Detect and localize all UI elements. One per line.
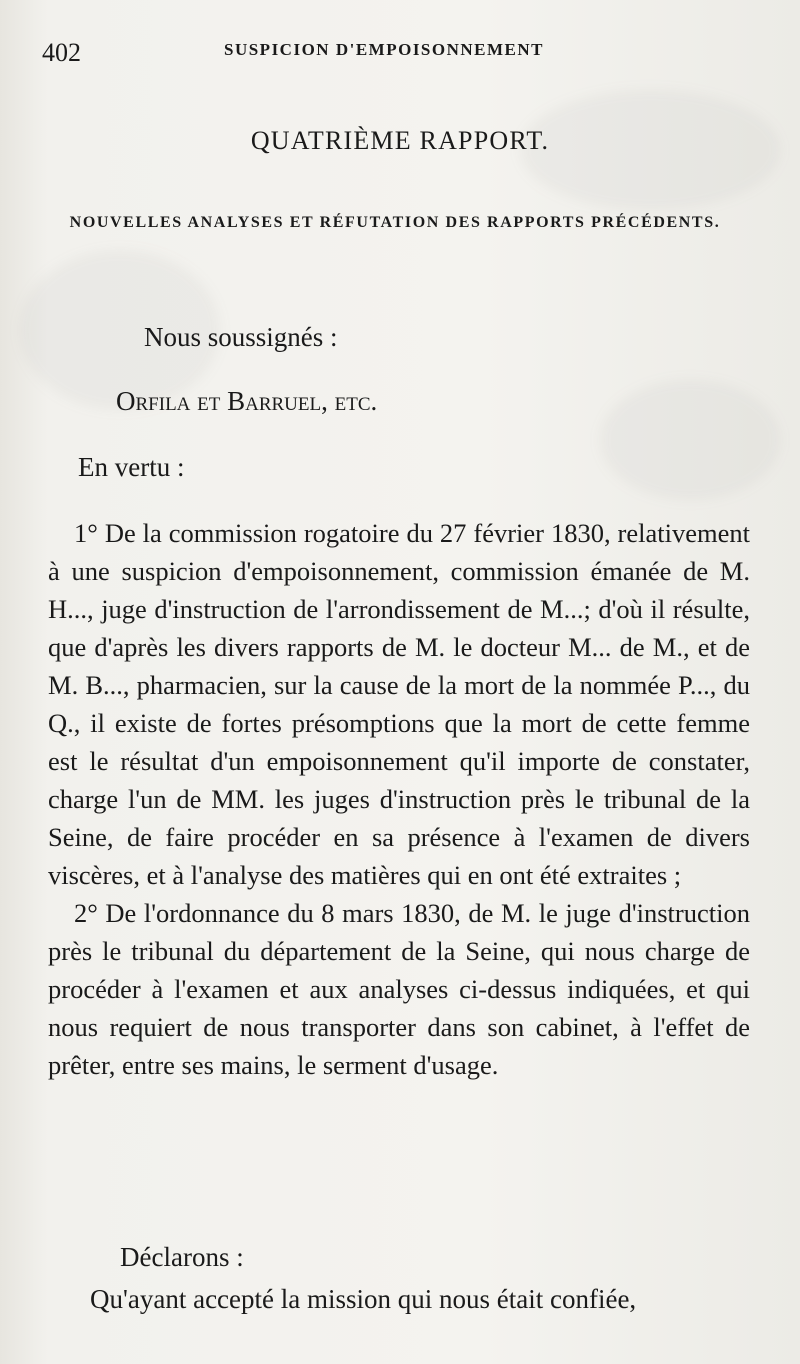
closing-line: Qu'ayant accepté la mission qui nous était confiée, [90, 1284, 637, 1314]
declarons-heading: Déclarons : [120, 1242, 244, 1272]
signatory-names: Orfila et Barruel, etc. [116, 386, 378, 416]
paragraph-ordonnance: 2° De l'ordonnance du 8 mars 1830, de M. le juge d'instruction près le tribunal du département de la Seine, qui nous charge de procéder à l'examen et aux analyses ci-dessus indiquées, et qui nous requiert de nous transporter dans son cabinet, à l'effet de prêter, entre ses mains, le serment d'usage. [48, 898, 750, 1080]
paragraph-commission: 1° De la commission rogatoire du 27 février 1830, relativement à une suspicion d'empoisonnement, commission émanée de M. H..., juge d'instruction de l'arrondissement de M...; d'où il résulte, que d'après les divers rapports de M. le docteur M... de M., et de M. B..., pharmacien, sur la cause de la mort de la nommée P..., du Q., il existe de fortes présomptions que la mort de cette femme est le résultat d'un empoisonnement qu'il importe de constater, charge l'un de MM. les juges d'instruction près le tribunal de la Seine, de faire procéder en sa présence à l'examen de divers viscères, et à l'analyse des matières qui en ont été extraites ; [48, 518, 750, 890]
bleed-through-stain [600, 380, 780, 500]
running-title: SUSPICION D'EMPOISONNEMENT [224, 40, 545, 59]
chapter-subtitle: NOUVELLES ANALYSES ET RÉFUTATION DES RAPPORTS PRÉCÉDENTS. [69, 214, 721, 231]
running-header [42, 30, 760, 70]
en-vertu-heading: En vertu : [78, 452, 185, 482]
body-text [48, 514, 750, 1084]
page-number: 402 [42, 38, 81, 67]
chapter-title: QUATRIÈME RAPPORT. [250, 126, 550, 155]
signatories-intro: Nous soussignés : [144, 322, 338, 352]
